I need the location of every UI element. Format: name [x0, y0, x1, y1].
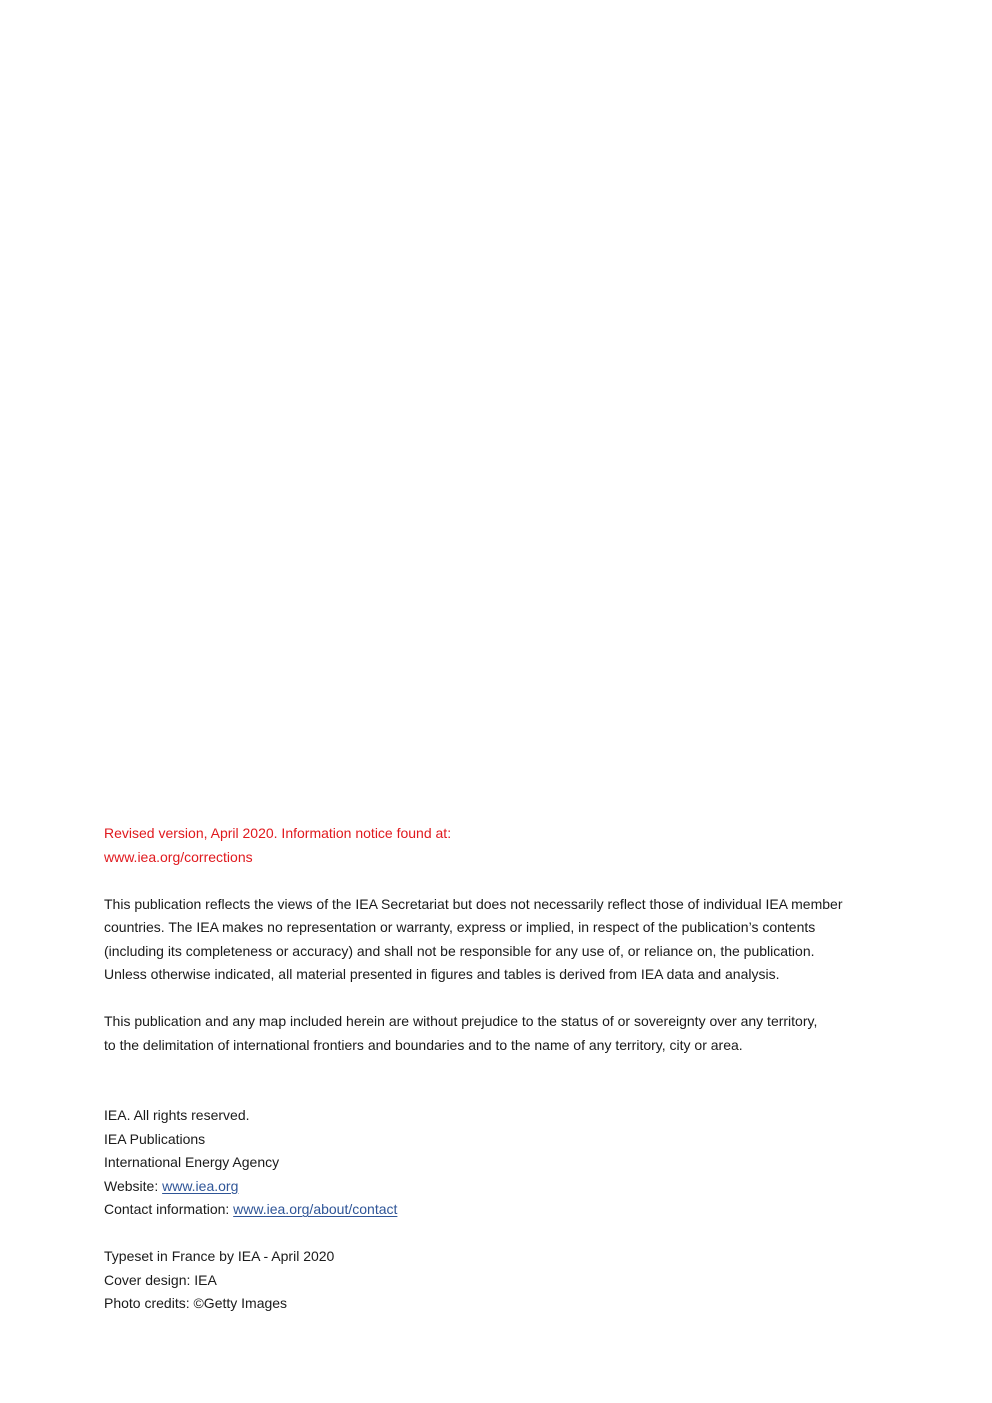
- website-label: Website:: [104, 1177, 163, 1194]
- prejudice-line: This publication and any map included herein are without prejudice to the status of or sovereignty over any territory,: [104, 1013, 818, 1029]
- credits-block: [104, 1245, 894, 1316]
- prejudice-line: to the delimitation of international frontiers and boundaries and to the name of any territory, city or area.: [104, 1036, 743, 1053]
- website-link[interactable]: www.iea.org: [162, 1177, 239, 1194]
- website-row: [104, 1175, 894, 1199]
- rights-statement: IEA. All rights reserved.: [104, 1107, 250, 1123]
- agency-name: International Energy Agency: [104, 1154, 280, 1170]
- spacer: [104, 869, 894, 893]
- disclaimer-line: Unless otherwise indicated, all material presented in figures and tables is derived from IEA data and analysis.: [104, 966, 780, 982]
- spacer: [104, 1057, 894, 1104]
- publisher-info: [104, 1104, 894, 1222]
- photo-credit: Photo credits: ©Getty Images: [104, 1295, 288, 1311]
- spacer: [104, 987, 894, 1011]
- cover-credit: Cover design: IEA: [104, 1271, 217, 1288]
- prejudice-paragraph: [104, 1010, 894, 1057]
- revision-notice: [104, 822, 894, 869]
- typeset-credit: Typeset in France by IEA - April 2020: [104, 1248, 335, 1264]
- disclaimer-line: This publication reflects the views of the IEA Secretariat but does not necessarily reflect those of individual IEA member: [104, 895, 843, 912]
- spacer: [104, 1222, 894, 1246]
- disclaimer-line: (including its completeness or accuracy) and shall not be responsible for any use of, or reliance on, the publication.: [104, 942, 815, 959]
- corrections-url: www.iea.org/corrections: [104, 848, 253, 865]
- publications-name: IEA Publications: [104, 1130, 206, 1147]
- revision-notice-text: Revised version, April 2020. Information notice found at:: [104, 825, 452, 841]
- contact-label: Contact information:: [104, 1201, 234, 1217]
- disclaimer-paragraph: [104, 893, 894, 987]
- contact-link[interactable]: www.iea.org/about/contact: [233, 1201, 398, 1217]
- disclaimer-line: countries. The IEA makes no representation or warranty, express or implied, in respect of the publication’s contents: [104, 919, 816, 935]
- legal-notice-block: [104, 822, 894, 1316]
- contact-row: [104, 1198, 894, 1222]
